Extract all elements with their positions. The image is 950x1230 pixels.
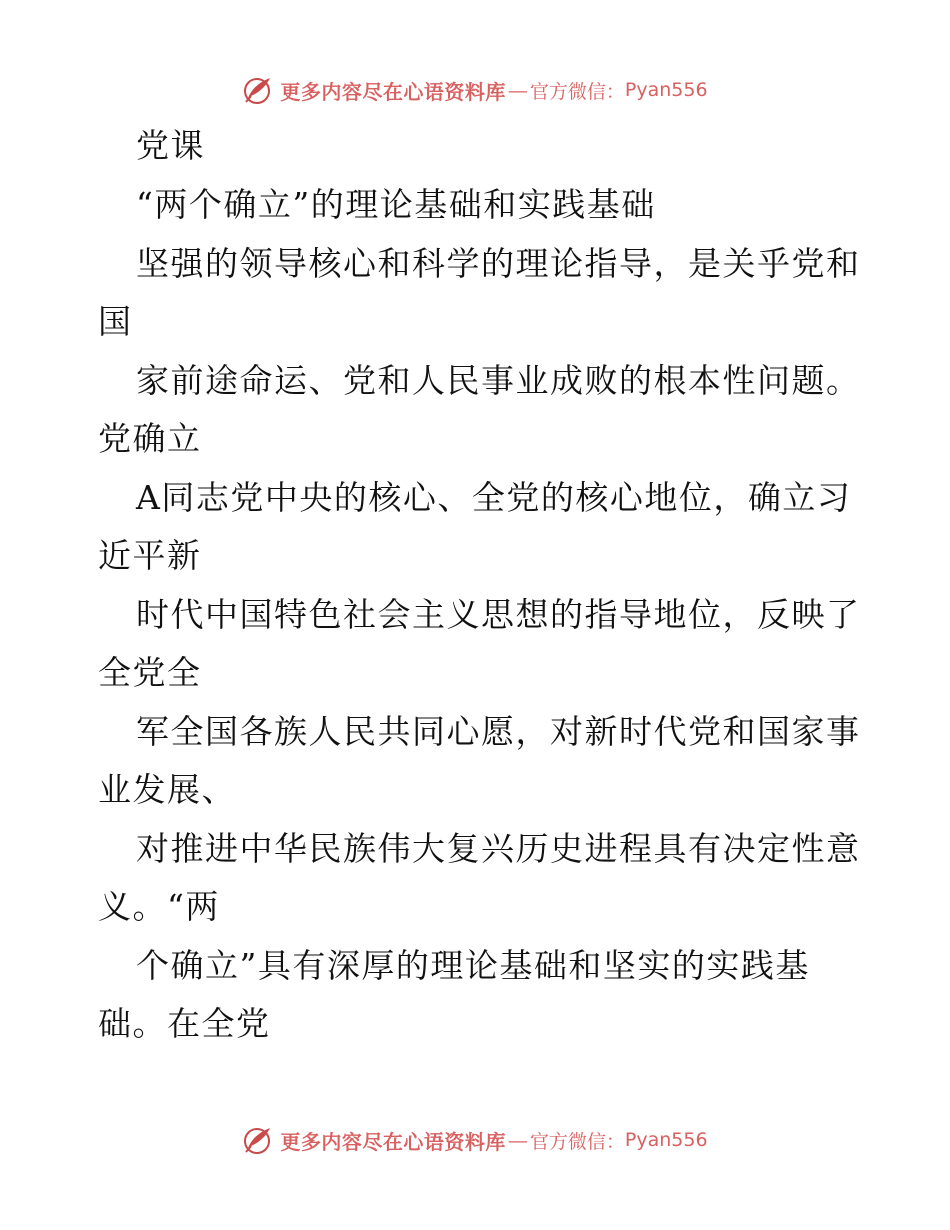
body-line: 义。“两 — [98, 887, 220, 926]
watermark-dash: — — [507, 78, 528, 102]
body-line: 党确立 — [98, 419, 202, 458]
watermark-wechat-id: Pyan556 — [624, 1129, 708, 1151]
feather-pen-logo-icon — [242, 74, 274, 106]
doc-title-category: 党课 — [136, 126, 205, 165]
body-line: 业发展、 — [98, 770, 236, 809]
body-line: A同志党中央的核心、全党的核心地位，确立习 — [136, 478, 852, 517]
footer-watermark — [0, 1120, 950, 1160]
body-line: 国 — [98, 302, 133, 341]
watermark-wechat-label: 官方微信： — [529, 80, 625, 103]
body-line: 时代中国特色社会主义思想的指导地位，反映了 — [136, 595, 861, 634]
body-line: 坚强的领导核心和科学的理论指导，是关乎党和 — [136, 244, 861, 283]
watermark-wechat-id: Pyan556 — [624, 79, 708, 101]
body-line: 全党全 — [98, 653, 202, 692]
header-watermark — [0, 70, 950, 110]
watermark-dash: — — [507, 1128, 528, 1152]
feather-pen-logo-icon — [242, 1124, 274, 1156]
body-line: 家前途命运、党和人民事业成败的根本性问题。 — [136, 361, 861, 400]
body-line: 个确立”具有深厚的理论基础和坚实的实践基 — [136, 946, 810, 985]
body-line: 近平新 — [98, 536, 202, 575]
body-line: 础。在全党 — [98, 1004, 271, 1043]
body-line: 军全国各族人民共同心愿，对新时代党和国家事 — [136, 712, 861, 751]
watermark-wechat-label: 官方微信： — [529, 1130, 625, 1153]
doc-title: “两个确立”的理论基础和实践基础 — [136, 185, 656, 224]
body-line: 对推进中华民族伟大复兴历史进程具有决定性意 — [136, 829, 861, 868]
watermark-brand-text: 更多内容尽在心语资料库 — [280, 1129, 506, 1154]
watermark-brand-text: 更多内容尽在心语资料库 — [280, 79, 506, 104]
